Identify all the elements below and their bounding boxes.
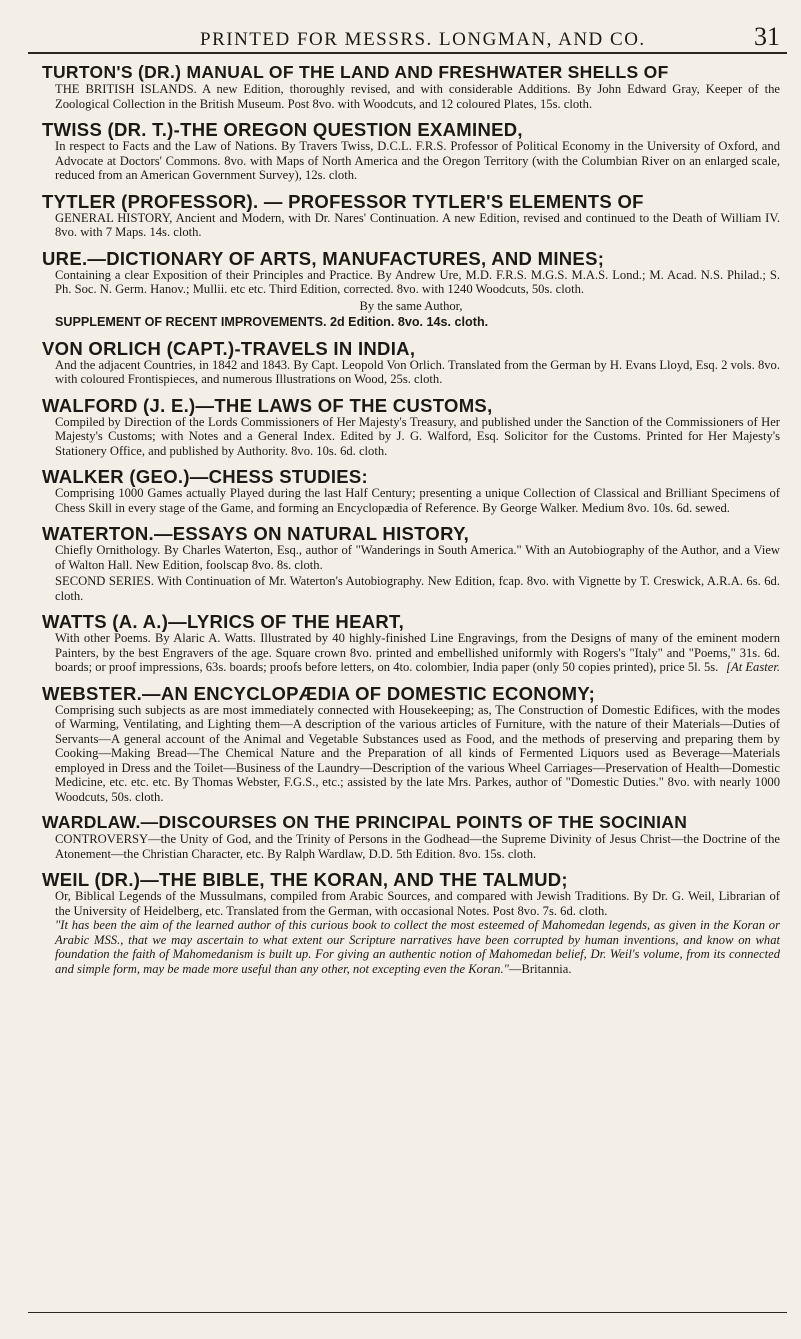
entry-heading: TYTLER (PROFESSOR). — PROFESSOR TYTLER'S ELEMENTS OF <box>42 190 644 212</box>
entry-heading: WALKER (GEO.)—CHESS STUDIES: <box>42 466 368 487</box>
footer-rule <box>28 1312 787 1313</box>
entry-waterton <box>42 524 780 603</box>
entry-description-text: With other Poems. By Alaric A. Watts. Illustrated by 40 highly-finished Line Engravings, from the Designs of many of the eminent modern Painters, by the best Engravers of the age. Square crown 8vo. printed and embellished uniformly with Rogers's "Italy" and "Poems," 31s. 6d. boards; or proof impressions, 63s. boards; proofs before letters, on 4to. colombier, India paper (only 50 copies printed), price 5l. 5s. <box>55 631 780 674</box>
review-quote <box>55 918 780 976</box>
quote-attribution: —Britannia. <box>508 961 572 976</box>
entry-watts <box>42 612 780 675</box>
entry-description: Comprising such subjects as are most immediately connected with Housekeeping; as, The Construction of Domestic Edifices, with the modes of Warming, Ventilating, and Lighting them—A description of the various articles of Furniture, with the nature of their Materials—Duties of Servants—A general account of the Animal and Vegetable Substances used as Food, and the methods of preserving and preparing them by Cooking—Making Bread—The Chemical Nature and the Preparation of all kinds of Fermented Liquors used as Beverage—Materials employed in Dress and the Toilet—Business of the Laundry—Description of the various Wheel Carriages—Preservation of Health—Domestic Medicine, etc. etc. etc. By Thomas Webster, F.G.S., etc.; assisted by the late Mrs. Parkes, author of "Domestic Duties." 8vo. with nearly 1000 Woodcuts, 50s. cloth. <box>55 702 780 804</box>
entry-description: Containing a clear Exposition of their Principles and Practice. By Andrew Ure, M.D. F.R.S. M.G.S. M.A.S. Lond.; M. Acad. N.S. Philad.; S. Ph. Soc. N. Germ. Hanov.; Mullii. etc etc. Third Edition, corrected. 8vo. with 1240 Woodcuts, 50s. cloth. <box>55 267 780 296</box>
entry-heading: URE.—DICTIONARY OF ARTS, MANUFACTURES, AND MINES; <box>42 247 605 269</box>
entry-heading: WALFORD (J. E.)—THE LAWS OF THE CUSTOMS, <box>42 394 493 416</box>
entry-description: Or, Biblical Legends of the Mussulmans, compiled from Arabic Sources, and compared with Jewish Traditions. By Dr. G. Weil, Librarian of the University of Heidelberg, etc. Translated from the German, with occasional Notes. Post 8vo. 7s. 6d. cloth. <box>55 889 780 918</box>
entry-ure <box>42 249 780 330</box>
entry-description: Chiefly Ornithology. By Charles Waterton, Esq., author of "Wanderings in South America." With an Autobiography of the Author, and a View of Walton Hall. New Edition, foolscap 8vo. 8s. cloth. <box>55 543 780 572</box>
entry-tytler <box>42 192 780 240</box>
entry-wardlaw <box>42 813 780 861</box>
entry-heading: WATTS (A. A.)—LYRICS OF THE HEART, <box>42 611 405 632</box>
entry-description: Comprising 1000 Games actually Played during the last Half Century; presenting a unique Collection of Classical and Brilliant Specimens of Chess Skill in every stage of the Game, and forming an Encyclopædia of Reference. By George Walker. Medium 8vo. 10s. 6d. sewed. <box>55 486 780 515</box>
entry-description: Compiled by Direction of the Lords Commissioners of Her Majesty's Treasury, and published under the Sanction of the Commissioners of Her Majesty's Customs; with Notes and a General Index. Edited by J. G. Walford, Esq. Solicitor for the Customs. Printed for Her Majesty's Stationery Office, and published by Authority. 8vo. 10s. 6d. cloth. <box>55 414 780 458</box>
quote-text: "It has been the aim of the learned author of this curious book to collect the most esteemed of Mahomedan legends, as given in the Koran or Arabic MSS., that we may ascertain to what extent our Scripture narratives have been corrupted by human inventions, and know on what foundation the faith of Mahomedanism is built up. For giving an authentic notion of Mahomedan belief, Dr. Weil's volume, from its connected and simple form, may be made more useful than any other, not excepting even the Koran." <box>55 918 780 976</box>
entry-description: THE BRITISH ISLANDS. A new Edition, thoroughly revised, and with considerable Additions. By John Edward Gray, Keeper of the Zoological Collection in the British Museum. Post 8vo. with Woodcuts, and 12 coloured Plates, 15s. cloth. <box>55 82 780 111</box>
entry-walford <box>42 396 780 459</box>
entry-heading: VON ORLICH (CAPT.)-TRAVELS IN INDIA, <box>42 337 416 359</box>
page-header <box>200 22 780 52</box>
entry-heading: WEIL (DR.)—THE BIBLE, THE KORAN, AND THE TALMUD; <box>42 869 568 890</box>
entry-walker <box>42 467 780 515</box>
entry-heading: WEBSTER.—AN ENCYCLOPÆDIA OF DOMESTIC ECONOMY; <box>42 682 596 704</box>
header-rule <box>28 52 787 54</box>
publication-note: [At Easter. <box>726 660 780 674</box>
entry-turton <box>42 63 780 111</box>
second-series: SECOND SERIES. With Continuation of Mr. Waterton's Autobiography. New Edition, fcap. 8vo. with Vignette by T. Creswick, A.R.A. 6s. 6d. cloth. <box>55 574 780 603</box>
by-same-author: By the same Author, <box>359 298 463 313</box>
catalogue-entries <box>42 63 780 985</box>
entry-twiss <box>42 120 780 183</box>
entry-description: In respect to Facts and the Law of Nations. By Travers Twiss, D.C.L. F.R.S. Professor of Political Economy in the University of Oxford, and Advocate at Doctors' Commons. 8vo. with Maps of North America and the Oregon Territory (with the Columbian River on an enlarged scale, reduced from an American Government Survey), 12s. cloth. <box>55 139 780 182</box>
running-head: PRINTED FOR MESSRS. LONGMAN, AND CO. <box>200 29 646 50</box>
entry-description: And the adjacent Countries, in 1842 and 1843. By Capt. Leopold Von Orlich. Translated from the German by H. Evans Lloyd, Esq. 2 vols. 8vo. with coloured Frontispieces, and numerous Illustrations on Wood, 25s. cloth. <box>55 357 780 386</box>
entry-description <box>55 631 780 675</box>
entry-heading: WATERTON.—ESSAYS ON NATURAL HISTORY, <box>42 523 470 544</box>
entry-description: GENERAL HISTORY, Ancient and Modern, with Dr. Nares' Continuation. A new Edition, revised and continued to the Death of William IV. 8vo. with 7 Maps. 14s. cloth. <box>55 210 780 239</box>
entry-heading: TURTON'S (DR.) MANUAL OF THE LAND AND FRESHWATER SHELLS OF <box>42 62 669 82</box>
entry-webster <box>42 684 780 805</box>
entry-weil <box>42 870 780 976</box>
entry-heading: WARDLAW.—DISCOURSES ON THE PRINCIPAL POINTS OF THE SOCINIAN <box>42 812 688 832</box>
supplement-line: SUPPLEMENT OF RECENT IMPROVEMENTS. 2d Edition. 8vo. 14s. cloth. <box>55 315 489 329</box>
entry-heading: TWISS (DR. T.)-THE OREGON QUESTION EXAMINED, <box>42 119 523 140</box>
entry-von-orlich <box>42 339 780 387</box>
entry-description: CONTROVERSY—the Unity of God, and the Trinity of Persons in the Godhead—the Supreme Divinity of Jesus Christ—the Doctrine of the Atonement—the Christian Character, etc. By Ralph Wardlaw, D.D. 5th Edition. 8vo. 15s. cloth. <box>55 832 780 861</box>
page-number: 31 <box>754 22 780 51</box>
